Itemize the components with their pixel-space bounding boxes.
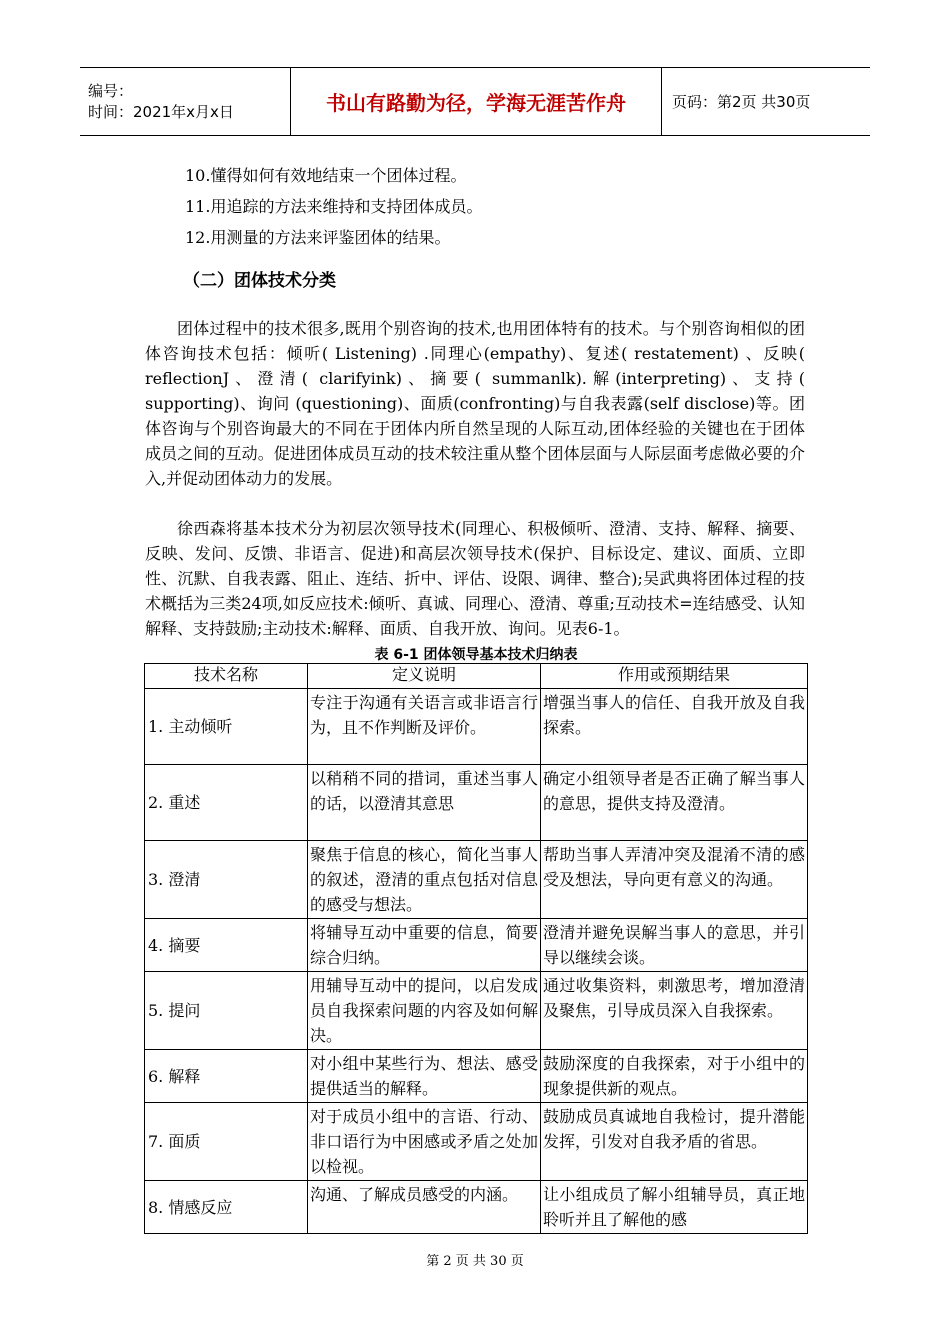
list-item: 11.用追踪的方法来维持和支持团体成员。: [185, 197, 483, 216]
table-row: [145, 689, 808, 765]
table-caption: 表 6-1 团体领导基本技术归纳表: [374, 647, 578, 663]
technique-definition: 对于成员小组中的言语、行动、非口语行为中困感或矛盾之处加以检视。: [308, 1103, 541, 1181]
list-item: 12.用测量的方法来评鉴团体的结果。: [185, 228, 451, 247]
column-header: 定义说明: [308, 664, 541, 689]
technique-name: 1. 主动倾听: [145, 689, 308, 765]
technique-definition: 用辅导互动中的提问，以启发成员自我探索问题的内容及如何解决。: [308, 972, 541, 1050]
technique-definition: 以稍稍不同的措词，重述当事人的话，以澄清其意思: [308, 765, 541, 841]
table-row: [145, 841, 808, 919]
header-page-info: 页码：第2页 共30页: [662, 68, 871, 136]
table-row: [145, 1050, 808, 1103]
technique-name: 5. 提问: [145, 972, 308, 1050]
technique-definition: 对小组中某些行为、想法、感受提供适当的解释。: [308, 1050, 541, 1103]
technique-name: 8. 情感反应: [145, 1181, 308, 1234]
column-header: 技术名称: [145, 664, 308, 689]
technique-name: 2. 重述: [145, 765, 308, 841]
technique-result: 增强当事人的信任、自我开放及自我探索。: [541, 689, 808, 765]
page-footer: 第 2 页 共 30 页: [426, 1254, 524, 1269]
time-label: 时间：2021年x月x日: [88, 102, 234, 121]
technique-name: 4. 摘要: [145, 919, 308, 972]
technique-result: 帮助当事人弄清冲突及混淆不清的感受及想法，导向更有意义的沟通。: [541, 841, 808, 919]
table-row: [145, 1103, 808, 1181]
technique-result: 鼓励成员真诚地自我检讨，提升潜能发挥，引发对自我矛盾的省思。: [541, 1103, 808, 1181]
column-header: 作用或预期结果: [541, 664, 808, 689]
table-row: [145, 765, 808, 841]
list-item: 10.懂得如何有效地结束一个团体过程。: [185, 166, 467, 185]
numbered-list: [185, 160, 482, 253]
table-row: [145, 1181, 808, 1234]
table-row: [145, 919, 808, 972]
section-title: （二）团体技术分类: [183, 271, 336, 291]
technique-result: 通过收集资料，刺激思考，增加澄清及聚焦，引导成员深入自我探索。: [541, 972, 808, 1050]
header-meta: [80, 68, 291, 136]
technique-result: 鼓励深度的自我探索，对于小组中的现象提供新的观点。: [541, 1050, 808, 1103]
technique-definition: 沟通、了解成员感受的内涵。: [308, 1181, 541, 1234]
technique-name: 7. 面质: [145, 1103, 308, 1181]
paragraph: 团体过程中的技术很多,既用个别咨询的技术,也用团体特有的技术。与个别咨询相似的团体咨询技术包括：倾听( Listening) .同理心(empathy)、复述( restatement) 、反映( reflectionJ、澄清( clarifyink)、摘要( summanlk).解(interpreting)、支持( supporting)、询问 (questioning)、面质(confronting)与自我表露(self disclose)等。团体咨询与个别咨询最大的不同在于团体内所自然呈现的人际互动,团体经验的关键也在于团体成员之间的互动。促进团体成员互动的技术较注重从整个团体层面与人际层面考虑做必要的介入,并促动团体动力的发展。: [145, 319, 805, 488]
technique-name: 3. 澄清: [145, 841, 308, 919]
technique-definition: 专注于沟通有关语言或非语言行为，且不作判断及评价。: [308, 689, 541, 765]
technique-definition: 聚焦于信息的核心，简化当事人的叙述，澄清的重点包括对信息的感受与想法。: [308, 841, 541, 919]
technique-name: 6. 解释: [145, 1050, 308, 1103]
techniques-table: [144, 663, 808, 1234]
technique-result: 确定小组领导者是否正确了解当事人的意思，提供支持及澄清。: [541, 765, 808, 841]
header-motto: 书山有路勤为径，学海无涯苦作舟: [291, 68, 662, 136]
paragraph: 徐西森将基本技术分为初层次领导技术(同理心、积极倾听、澄清、支持、解释、摘要、反映、发问、反馈、非语言、促进)和高层次领导技术(保护、目标设定、建议、面质、立即性、沉默、自我表露、阻止、连结、折中、评估、设限、调律、整合);吴武典将团体过程的技术概括为三类24项,如反应技术:倾听、真诚、同理心、澄清、尊重;互动技术=连结感受、认知解释、支持鼓励;主动技术:解释、面质、自我开放、询问。见表6-1。: [145, 519, 805, 638]
technique-result: 澄清并避免误解当事人的意思，并引导以继续会谈。: [541, 919, 808, 972]
technique-result: 让小组成员了解小组辅导员，真正地聆听并且了解他的感: [541, 1181, 808, 1234]
number-label: 编号：: [88, 81, 134, 100]
page-header: [80, 67, 870, 136]
table-header-row: [145, 664, 808, 689]
table-row: [145, 972, 808, 1050]
technique-definition: 将辅导互动中重要的信息，简要综合归纳。: [308, 919, 541, 972]
